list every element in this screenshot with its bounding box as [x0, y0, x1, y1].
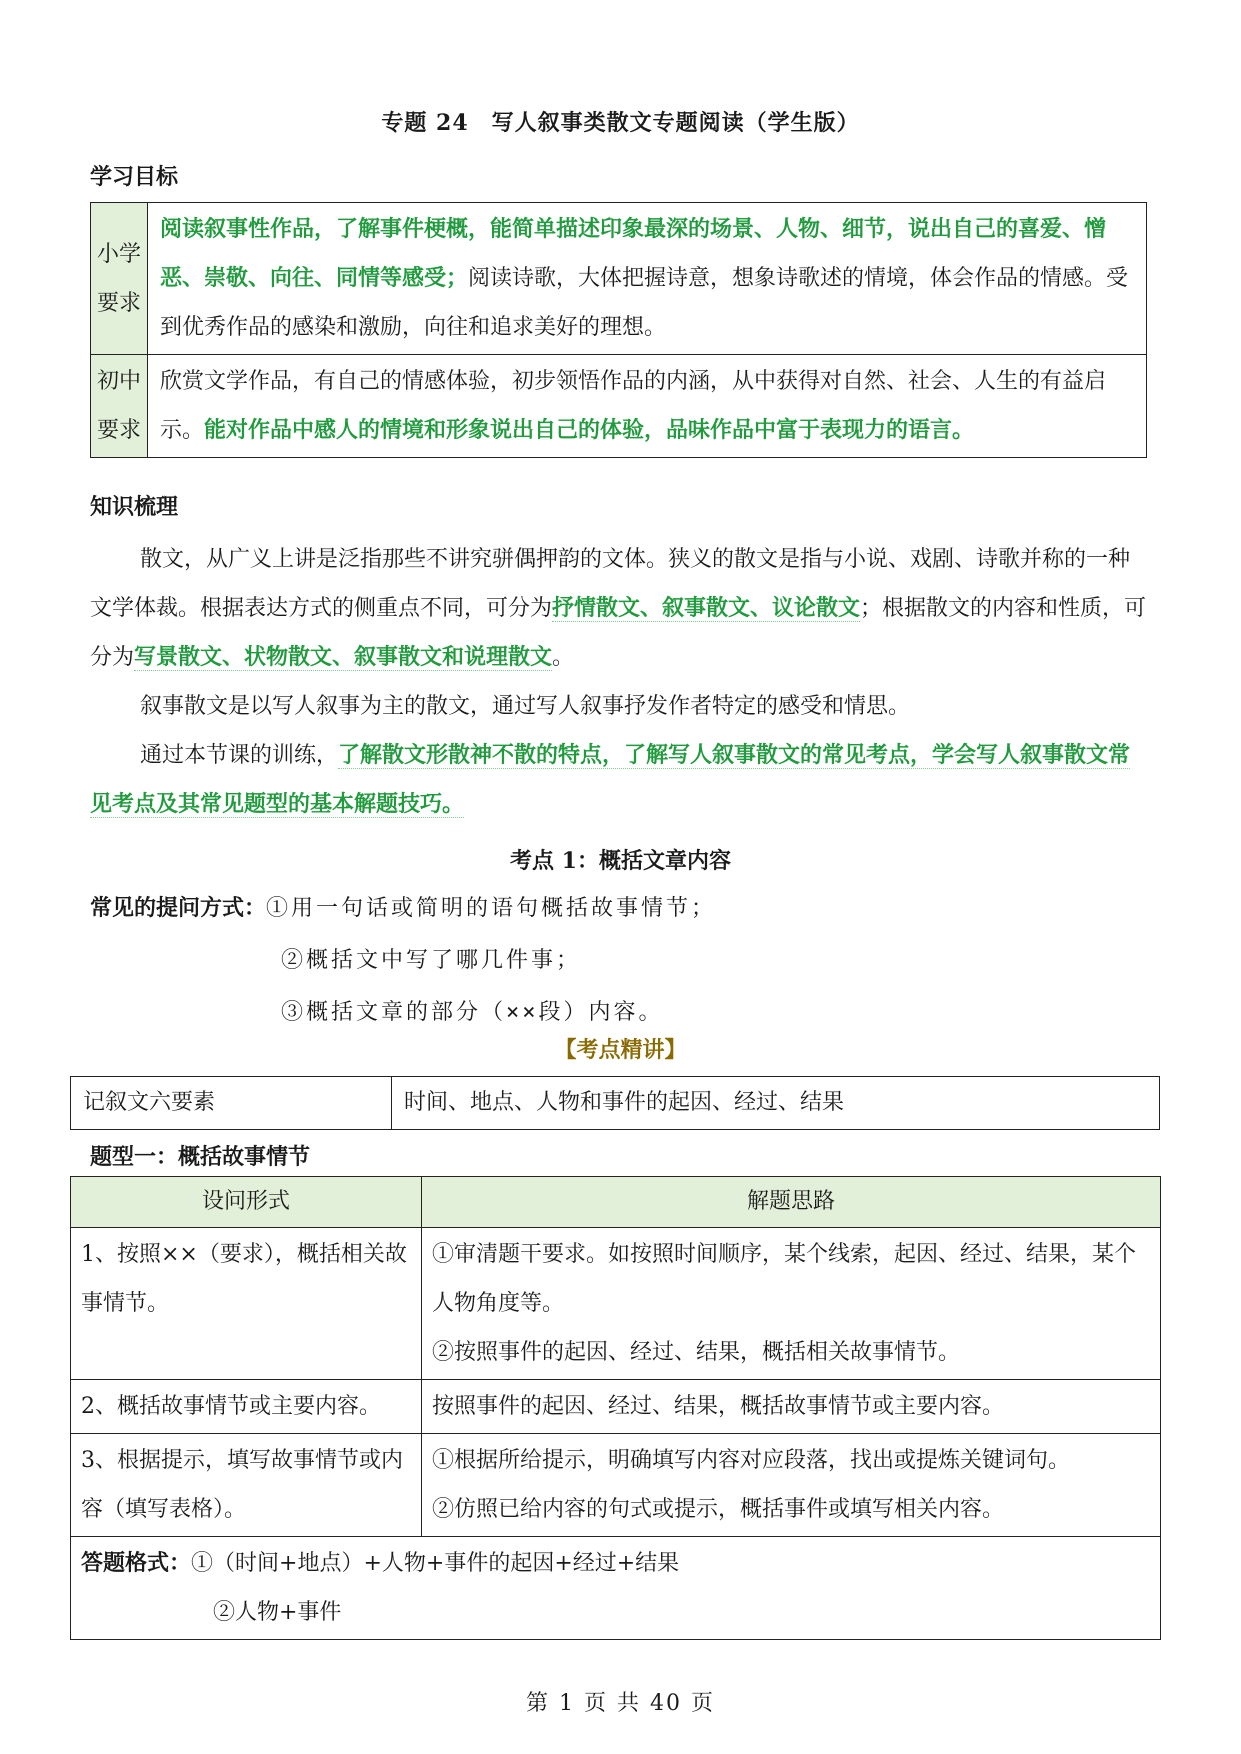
approach: ①根据所给提示，明确填写内容对应段落，找出或提炼关键词句。 ②仿照已给内容的句式或提示，概括事件或填写相关内容。	[422, 1434, 1161, 1537]
ask-item: ③概括文章的部分（××段）内容。	[281, 1000, 664, 1025]
table-row	[71, 1434, 1161, 1537]
primary-requirement: 阅读叙事性作品，了解事件梗概，能简单描述印象最深的场景、人物、细节，说出自己的喜爱、憎恶、崇敬、向往、同情等感受；阅读诗歌，大体把握诗意，想象诗歌述的情境，体会作品的情感。受到优秀作品的感染和激励，向往和追求美好的理想。	[148, 203, 1147, 355]
page-title: 专题 24 写人叙事类散文专题阅读（学生版）	[381, 110, 860, 136]
type1-heading: 题型一：概括故事情节	[90, 1144, 311, 1170]
column-header-question: 设问形式	[71, 1177, 422, 1228]
jingjiang-heading: 【考点精讲】	[554, 1037, 687, 1063]
answer-format: 答题格式：①（时间+地点）+人物+事件的起因+经过+结果 ②人物+事件	[71, 1537, 1161, 1640]
ask-item: ①用一句话或简明的语句概括故事情节；	[266, 896, 717, 921]
page-footer: 第 1 页 共 40 页	[526, 1691, 715, 1716]
table-row	[71, 1228, 1161, 1380]
question-form: 2、概括故事情节或主要内容。	[71, 1380, 422, 1434]
primary-label: 小学 要求	[91, 203, 148, 355]
table-header-row	[71, 1177, 1161, 1228]
six-elements-label: 记叙文六要素	[71, 1077, 392, 1130]
answer-format-row	[71, 1537, 1161, 1640]
goals-heading: 学习目标	[90, 164, 179, 190]
middle-label: 初中 要求	[91, 355, 148, 458]
point1-heading: 考点 1：概括文章内容	[510, 848, 731, 874]
question-form: 1、按照××（要求），概括相关故事情节。	[71, 1228, 422, 1380]
knowledge-paragraph-1: 散文，从广义上讲是泛指那些不讲究骈偶押韵的文体。狭义的散文是指与小说、戏剧、诗歌并称的一种文学体裁。根据表达方式的侧重点不同，可分为抒情散文、叙事散文、议论散文；根据散文的内容和性质，可分为写景散文、状物散文、叙事散文和说理散文。	[90, 547, 1147, 670]
ask-item: ②概括文中写了哪几件事；	[281, 948, 582, 973]
column-header-approach: 解题思路	[422, 1177, 1161, 1228]
approach: ①审清题干要求。如按照时间顺序，某个线索，起因、经过、结果，某个人物角度等。 ②按照事件的起因、经过、结果，概括相关故事情节。	[422, 1228, 1161, 1380]
goals-table	[90, 202, 1147, 458]
knowledge-paragraph-3: 通过本节课的训练，了解散文形散神不散的特点，了解写人叙事散文的常见考点，学会写人叙事散文常见考点及其常见题型的基本解题技巧。	[90, 742, 1131, 817]
question-type-table	[70, 1176, 1161, 1640]
table-row	[71, 1380, 1161, 1434]
ask-label: 常见的提问方式：	[90, 895, 267, 921]
knowledge-heading: 知识梳理	[90, 494, 179, 520]
six-elements-table	[70, 1076, 1160, 1130]
approach: 按照事件的起因、经过、结果，概括故事情节或主要内容。	[422, 1380, 1161, 1434]
knowledge-paragraph-2: 叙事散文是以写人叙事为主的散文，通过写人叙事抒发作者特定的感受和情思。	[140, 694, 911, 719]
question-form: 3、根据提示，填写故事情节或内容（填写表格）。	[71, 1434, 422, 1537]
middle-requirement: 欣赏文学作品，有自己的情感体验，初步领悟作品的内涵，从中获得对自然、社会、人生的有益启示。能对作品中感人的情境和形象说出自己的体验，品味作品中富于表现力的语言。	[148, 355, 1147, 458]
ask-methods	[90, 882, 716, 1039]
goals-row-primary	[91, 203, 1147, 355]
goals-row-middle	[91, 355, 1147, 458]
six-elements-value: 时间、地点、人物和事件的起因、经过、结果	[392, 1077, 1160, 1130]
